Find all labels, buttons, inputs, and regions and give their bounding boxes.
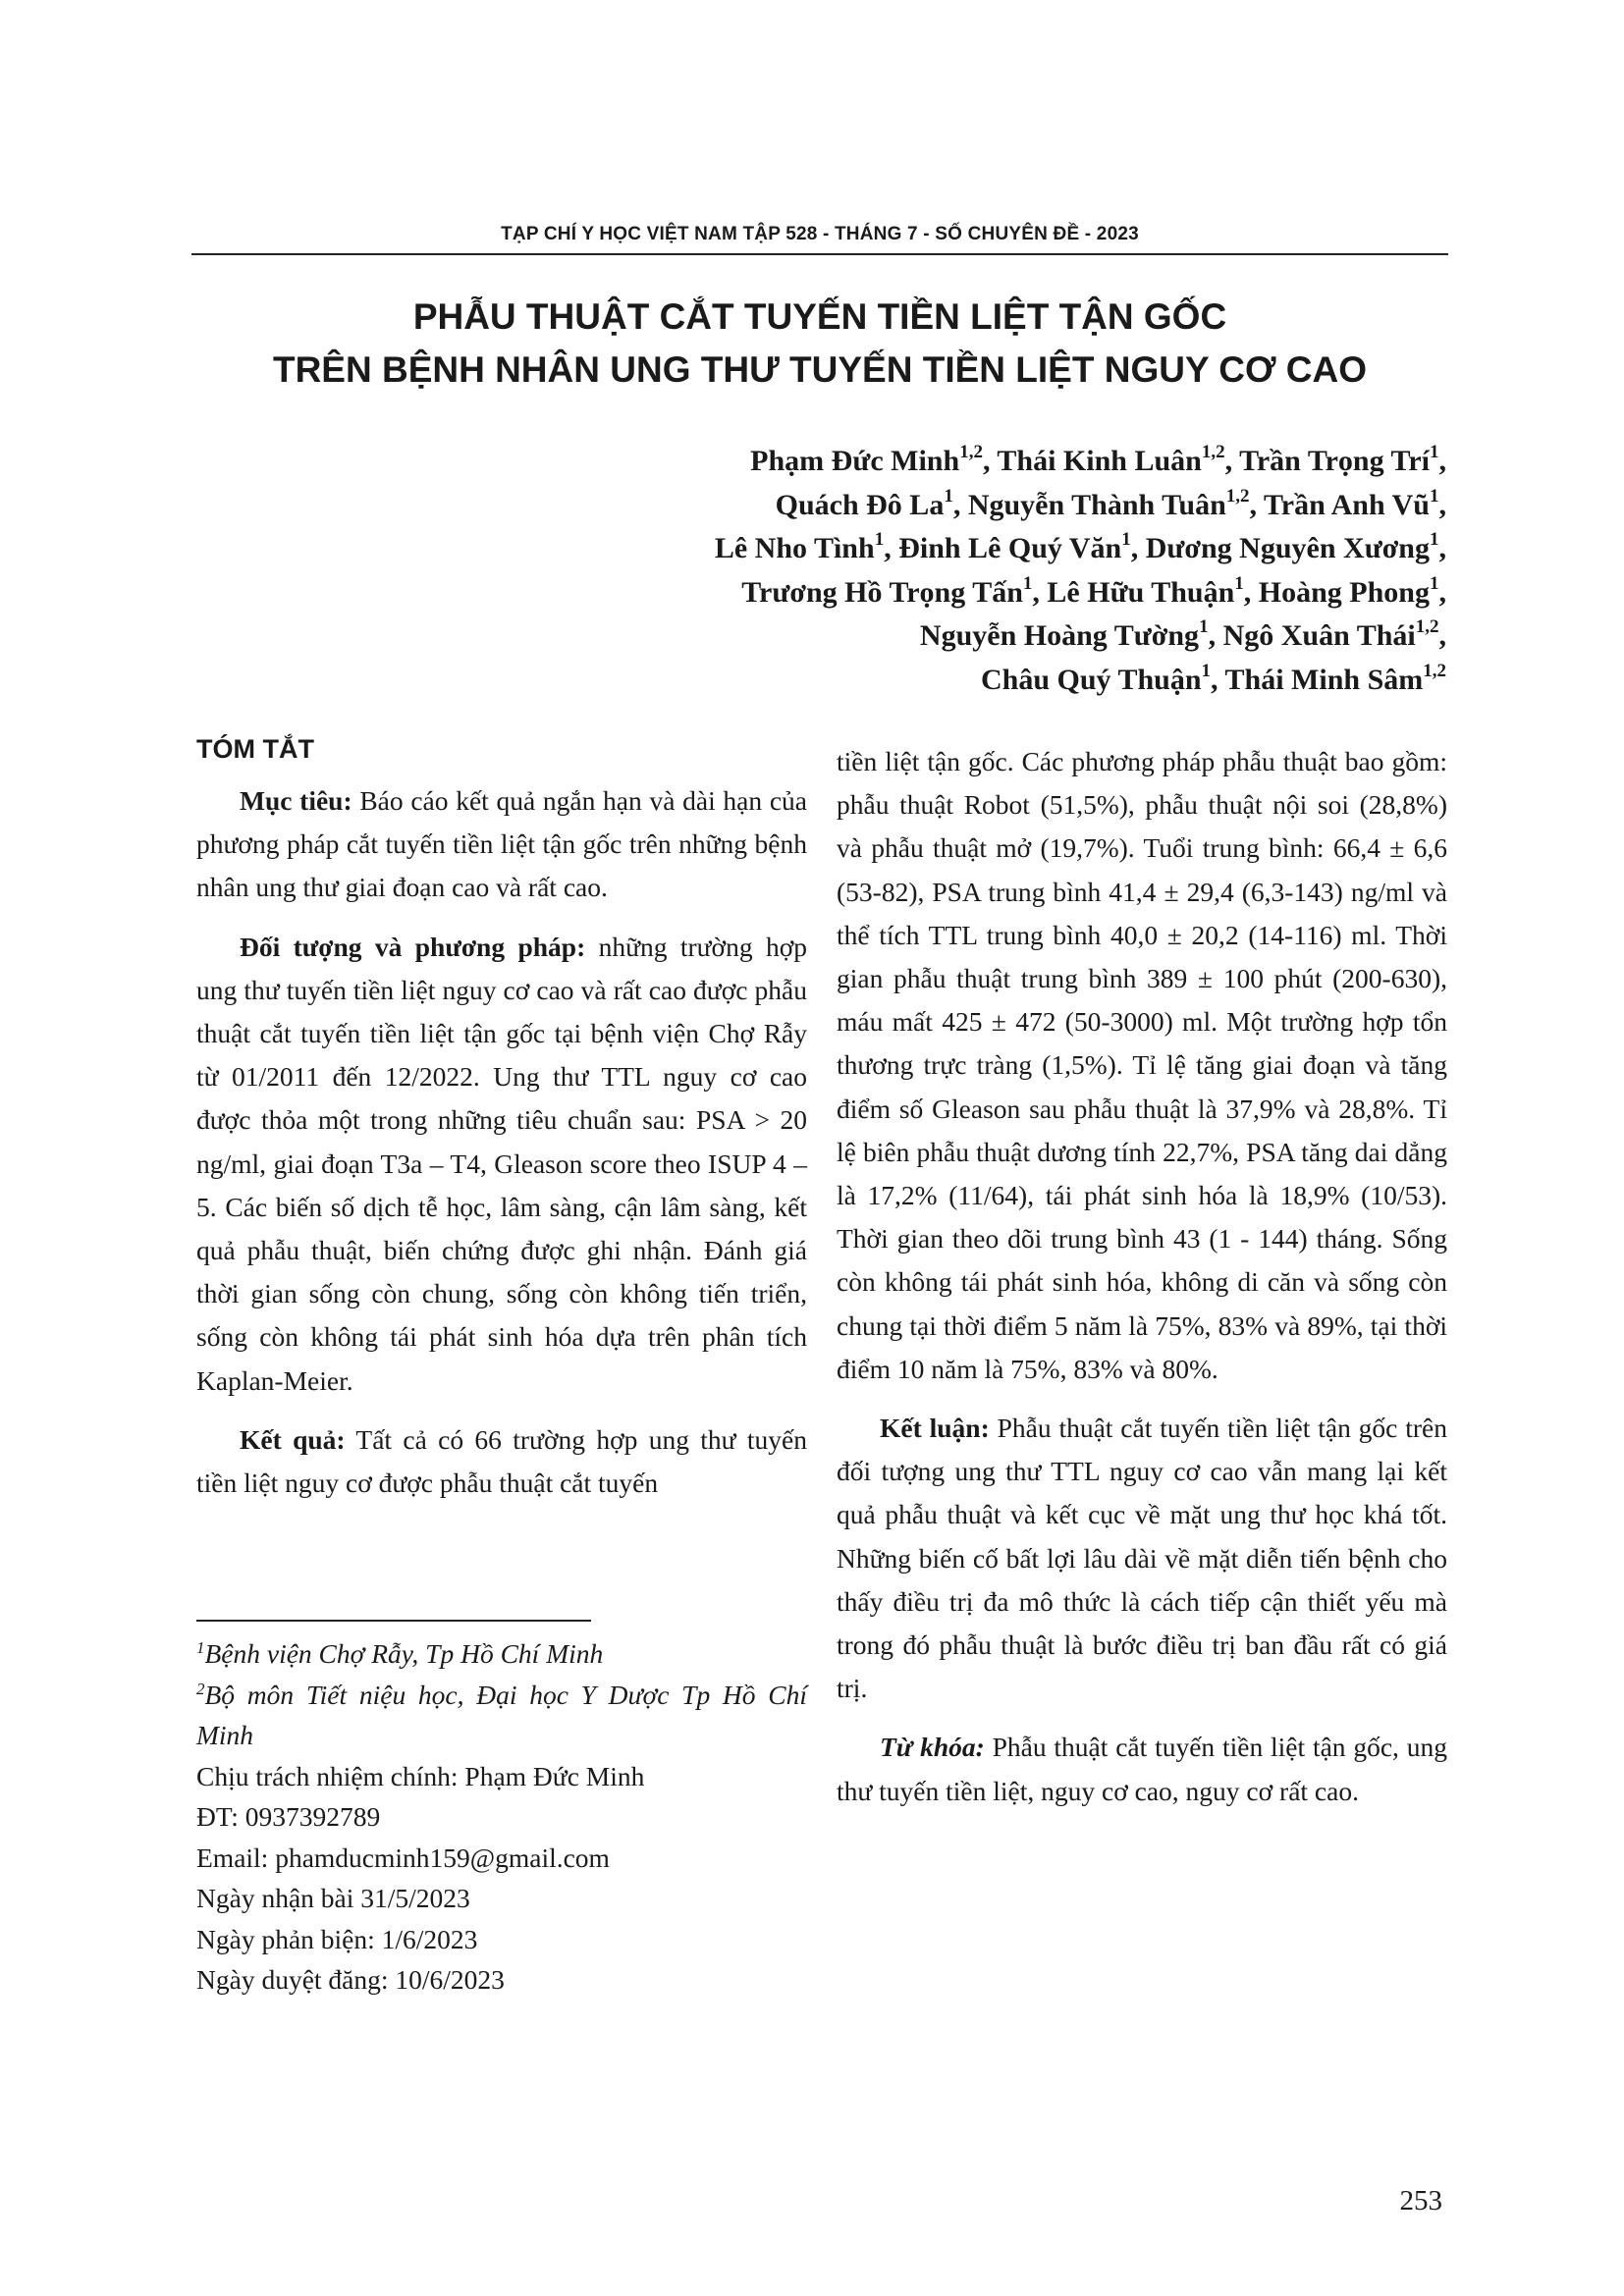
author-line: Nguyễn Hoàng Tường$^1$, Ngô Xuân Thái$^{1,2}$, <box>919 616 1446 652</box>
keywords-text: Phẫu thuật cắt tuyến tiền liệt tận gốc, ung thư tuyến tiền liệt, nguy cơ cao, nguy cơ rất cao. <box>837 1732 1447 1806</box>
author-affiliation: 1 <box>1430 572 1439 594</box>
results-text-part1: Tất cả có 66 trường hợp ung thư tuyến tiền liệt nguy cơ được phẫu thuật cắt tuyến <box>196 1423 808 1499</box>
corresponding-author: Chịu trách nhiệm chính: Phạm Đức Minh <box>196 1760 645 1791</box>
author-affiliation: 1,2 <box>1201 442 1225 462</box>
author-affiliation: 1,2 <box>959 442 983 462</box>
page-number: 253 <box>1399 2185 1442 2216</box>
phone: ĐT: 0937392789 <box>196 1801 381 1832</box>
author-affiliation: 1 <box>1430 529 1439 550</box>
author-name: Hoàng Phong <box>1258 575 1430 609</box>
affiliation-footnote-2: $^2$Bộ môn Tiết niệu học, Đại học Y Dược Tp Hồ Chí Minh <box>196 1679 807 1750</box>
author-name: Nguyễn Thành Tuân <box>967 488 1226 521</box>
date-received: Ngày nhận bài 31/5/2023 <box>196 1883 470 1913</box>
methods-paragraph <box>196 926 807 1403</box>
author-name: Lê Nho Tình <box>714 532 875 564</box>
author-name: Quách Đô La <box>775 488 945 521</box>
author-name: Lê Hữu Thuận <box>1047 575 1235 609</box>
author-affiliation: 1 <box>1022 572 1033 594</box>
author-name: Trần Trọng Trí <box>1239 445 1430 477</box>
methods-text: những trường hợp ung thư tuyến tiền liệt nguy cơ cao và rất cao được phẫu thuật cắt tuyến tiền liệt tận gốc tại bệnh viện Chợ Rẫy từ 01/2011 đến 12/2022. Ung thư TTL nguy cơ cao được thỏa một trong những tiêu chuẩn sau: PSA > 20 ng/ml, giai đoạn T3a – T4, Gleason score theo ISUP 4 – 5. Các biến số dịch tễ học, lâm sàng, cận lâm sàng, kết quả phẫu thuật, biến chứng được ghi nhận. Đánh giá thời gian sống còn chung, sống còn không tiến triển, sống còn không tái phát sinh hóa dựa trên phân tích Kaplan-Meier. <box>196 931 807 1396</box>
objective-paragraph <box>196 779 807 910</box>
author-name: Đinh Lê Quý Văn <box>898 532 1122 564</box>
email: Email: phamducminh159@gmail.com <box>196 1842 610 1873</box>
author-name: Ngô Xuân Thái <box>1222 619 1416 652</box>
author-name: Trương Hồ Trọng Tấn <box>741 575 1023 609</box>
author-affiliation: 1,2 <box>1225 485 1250 507</box>
objective-label: Mục tiêu: <box>240 785 352 816</box>
running-header: TẠP CHÍ Y HỌC VIỆT NAM TẬP 528 - THÁNG 7 - SỐ CHUYÊN ĐỀ - 2023 <box>501 224 1139 244</box>
author-affiliation: 1 <box>1201 660 1212 681</box>
conclusion-paragraph <box>837 1407 1447 1710</box>
results-label: Kết quả: <box>240 1423 346 1455</box>
author-name: Trần Anh Vũ <box>1264 488 1430 521</box>
date-reviewed: Ngày phản biện: 1/6/2023 <box>196 1923 478 1954</box>
author-name: Thái Minh Sâm <box>1224 663 1424 696</box>
author-affiliation: 1 <box>1121 529 1131 550</box>
author-affiliation: 1 <box>874 529 885 550</box>
author-name: Thái Kinh Luân <box>997 445 1202 477</box>
objective-text: Báo cáo kết quả ngắn hạn và dài hạn của phương pháp cắt tuyến tiền liệt tận gốc trên những bệnh nhân ung thư giai đoạn cao và rất cao. <box>196 785 807 903</box>
author-line: Lê Nho Tình$^1$, Đinh Lê Quý Văn$^1$, Dương Nguyên Xương$^1$, <box>714 529 1446 564</box>
title-line-1: PHẪU THUẬT CẮT TUYẾN TIỀN LIỆT TẬN GỐC <box>412 296 1227 337</box>
author-affiliation: 1 <box>944 485 953 507</box>
author-name: Châu Quý Thuận <box>980 663 1202 696</box>
left-column <box>196 732 807 1521</box>
author-affiliation: 1 <box>1199 616 1209 637</box>
footnote-rule <box>196 1620 591 1622</box>
affiliation-footnote-1: $^1$Bệnh viện Chợ Rẫy, Tp Hồ Chí Minh <box>196 1637 604 1669</box>
author-affiliation: 1 <box>1234 572 1244 594</box>
methods-label: Đối tượng và phương pháp: <box>240 931 586 962</box>
header-rule <box>191 253 1448 255</box>
keywords-label: Từ khóa: <box>880 1732 985 1763</box>
results-paragraph-continued: tiền liệt tận gốc. Các phương pháp phẫu thuật bao gồm: phẫu thuật Robot (51,5%), phẫu thuật nội soi (28,8%) và phẫu thuật mở (19,7%). Tuổi trung bình: 66,4 ± 6,6 (53-82), PSA trung bình 41,4 ± 29,4 (6,3-143) ng/ml và thể tích TTL trung bình 40,0 ± 20,2 (14-116) ml. Thời gian phẫu thuật trung bình 389 ± 100 phút (200-630), máu mất 425 ± 472 (50-3000) ml. Một trường hợp tổn thương trực tràng (1,5%). Tỉ lệ tăng giai đoạn và tăng điểm số Gleason sau phẫu thuật là 37,9% và 28,8%. Tỉ lệ biên phẫu thuật dương tính 22,7%, PSA tăng dai dẳng là 17,2% (11/64), tái phát sinh hóa là 18,9% (10/53). Thời gian theo dõi trung bình 43 (1 - 144) tháng. Sống còn không tái phát sinh hóa, không di căn và sống còn chung tại thời điểm 5 năm là 75%, 83% và 89%, tại thời điểm 10 năm là 75%, 83% và 80%. <box>837 746 1447 1384</box>
author-name: Phạm Đức Minh <box>750 445 960 477</box>
keywords-paragraph <box>837 1726 1447 1812</box>
conclusion-text: Phẫu thuật cắt tuyến tiền liệt tận gốc trên đối tượng ung thư TTL nguy cơ cao vẫn mang lại kết quả phẫu thuật và kết cục về mặt ung thư học khá tốt. Những biến cố bất lợi lâu dài về mặt diễn tiến bệnh cho thấy điều trị đa mô thức là cách tiếp cận thiết yếu mà trong đó phẫu thuật là bước điều trị ban đầu rất có giá trị. <box>837 1413 1447 1704</box>
author-line: Trương Hồ Trọng Tấn$^1$, Lê Hữu Thuận$^1$, Hoàng Phong$^1$, <box>741 572 1446 609</box>
title-line-2: TRÊN BỆNH NHÂN UNG THƯ TUYẾN TIỀN LIỆT NGUY CƠ CAO <box>272 349 1368 390</box>
article-title <box>191 291 1448 397</box>
author-list <box>715 440 1446 702</box>
author-line: Châu Quý Thuận$^1$, Thái Minh Sâm$^{1,2}$ <box>980 660 1446 696</box>
date-accepted: Ngày duyệt đăng: 10/6/2023 <box>196 1964 505 1995</box>
author-affiliation: 1,2 <box>1415 616 1439 637</box>
author-line: Phạm Đức Minh$^{1,2}$, Thái Kinh Luân$^{1,2}$, Trần Trọng Trí$^1$, <box>750 442 1446 477</box>
author-affiliation: 1 <box>1430 442 1439 462</box>
author-line: Quách Đô La$^1$, Nguyễn Thành Tuân$^{1,2}$, Trần Anh $Vũ^1$, <box>775 485 1446 521</box>
abstract-heading: TÓM TẮT <box>196 734 314 764</box>
conclusion-label: Kết luận: <box>880 1413 990 1444</box>
author-name: Nguyễn Hoàng Tường <box>919 619 1200 652</box>
author-affiliation: 1,2 <box>1423 660 1446 681</box>
results-paragraph-start <box>196 1418 807 1505</box>
right-column <box>837 740 1447 1829</box>
author-name: Dương Nguyên Xương <box>1145 532 1430 564</box>
footnotes <box>196 1633 807 2001</box>
author-affiliation: 1 <box>1430 485 1439 507</box>
